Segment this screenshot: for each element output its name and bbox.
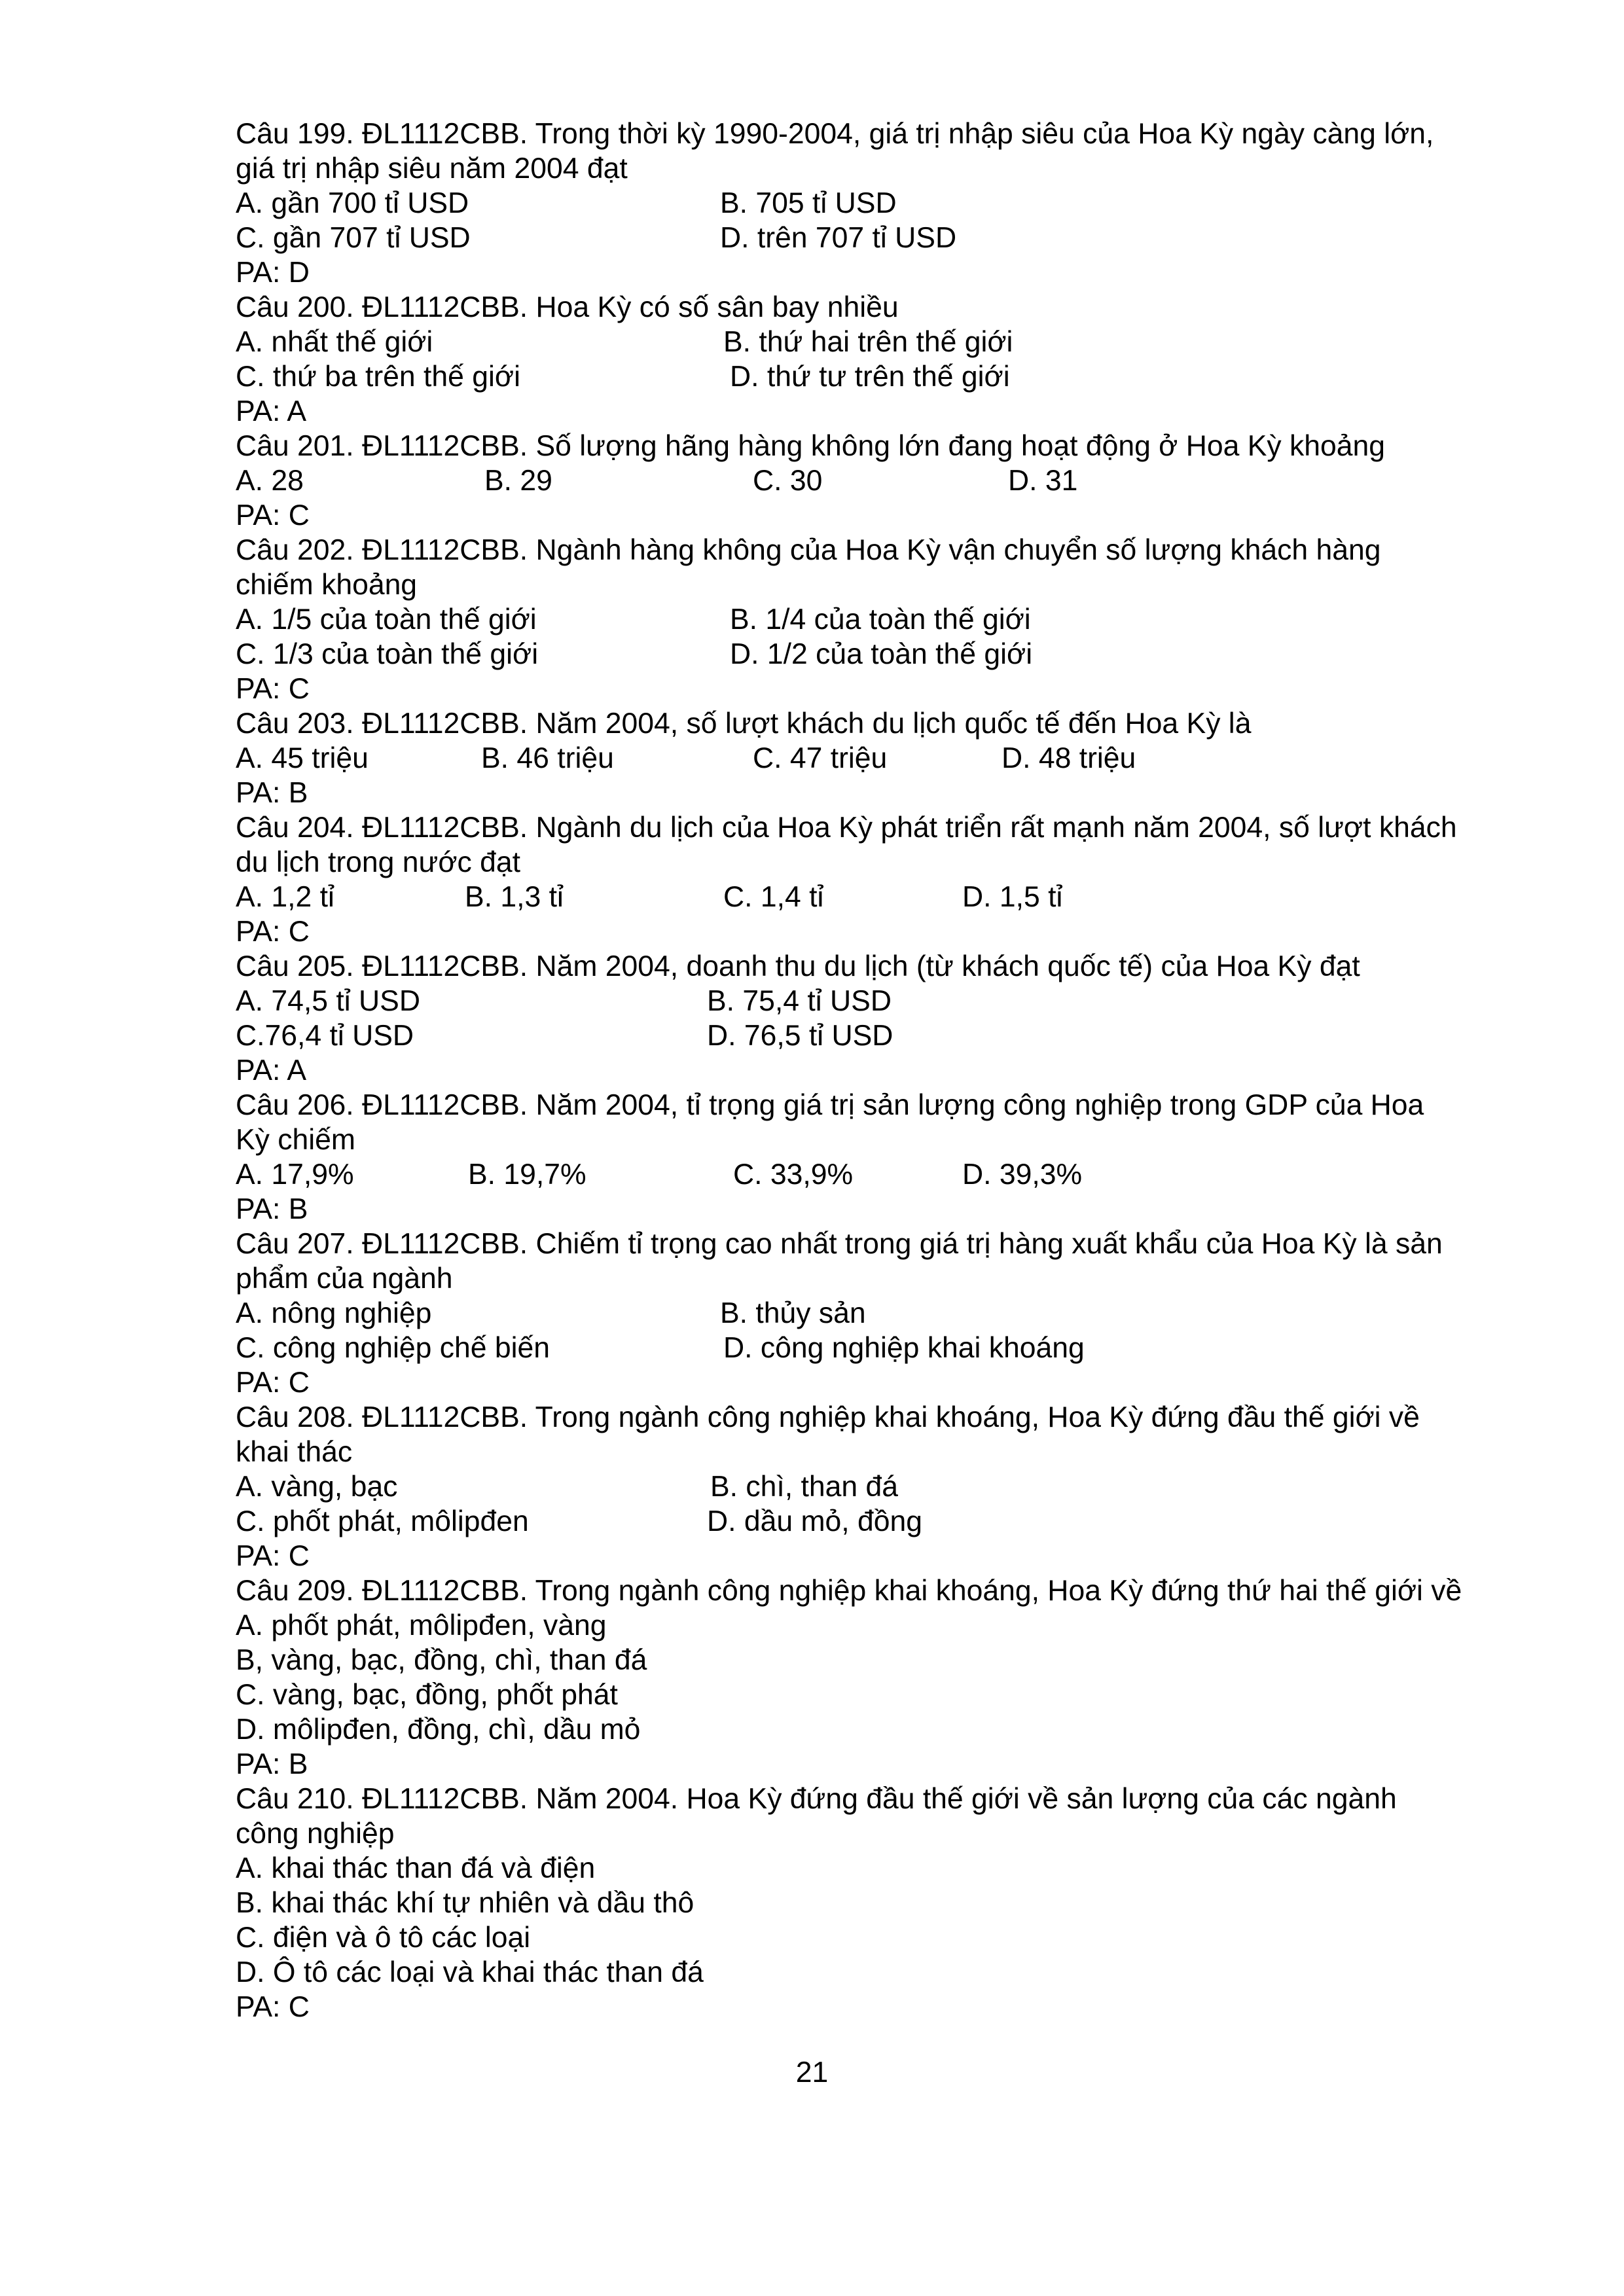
- answer-key: PA: C: [236, 499, 310, 531]
- option-row: [236, 1018, 1532, 1053]
- option-row: [236, 1469, 1532, 1504]
- question-block: [236, 1227, 1532, 1400]
- option-row: [236, 1157, 1532, 1192]
- answer-key: PA: C: [236, 1367, 310, 1399]
- question-text: Câu 203. ĐL1112CBB. Năm 2004, số lượt khách du lịch quốc tế đến Hoa Kỳ là: [236, 708, 1252, 740]
- question-block: [236, 810, 1532, 949]
- question-text: du lịch trong nước đạt: [236, 846, 520, 878]
- answer-key: PA: C: [236, 673, 310, 705]
- answer-option: D. 39,3%: [962, 1158, 1083, 1191]
- answer-option: C. 30: [753, 465, 823, 497]
- answer-option: C.76,4 tỉ USD: [236, 1020, 414, 1052]
- answer-option: A. nông nghiệp: [236, 1297, 432, 1329]
- answer-option: D. 48 triệu: [1001, 742, 1136, 774]
- answer-option: B. 46 triệu: [481, 742, 614, 774]
- answer-key: PA: B: [236, 777, 308, 809]
- question-text: phẩm của ngành: [236, 1263, 453, 1295]
- option-row: [236, 1677, 1532, 1712]
- question-block: [236, 429, 1532, 533]
- option-row: [236, 1296, 1532, 1331]
- question-text: Kỳ chiếm: [236, 1124, 355, 1156]
- answer-option: D. dầu mỏ, đồng: [707, 1505, 923, 1537]
- question-text: công nghiệp: [236, 1818, 395, 1850]
- answer-option: D. trên 707 tỉ USD: [720, 222, 957, 254]
- document-body: [236, 117, 1532, 2024]
- question-text: Câu 205. ĐL1112CBB. Năm 2004, doanh thu du lịch (từ khách quốc tế) của Hoa Kỳ đạt: [236, 950, 1360, 982]
- answer-option: B, vàng, bạc, đồng, chì, than đá: [236, 1644, 647, 1676]
- answer-key: PA: C: [236, 1991, 310, 2023]
- answer-option: B. khai thác khí tự nhiên và dầu thô: [236, 1887, 695, 1919]
- answer-option: B. 75,4 tỉ USD: [707, 985, 892, 1017]
- answer-option: B. thứ hai trên thế giới: [723, 326, 1013, 358]
- option-row: [236, 1504, 1532, 1539]
- question-text: Câu 209. ĐL1112CBB. Trong ngành công nghiệp khai khoáng, Hoa Kỳ đứng thứ hai thế giới về: [236, 1575, 1462, 1607]
- answer-key: PA: A: [236, 1054, 307, 1086]
- answer-option: B. 19,7%: [468, 1158, 586, 1191]
- question-block: [236, 1573, 1532, 1782]
- answer-option: A. 1/5 của toàn thế giới: [236, 603, 537, 636]
- option-row: [236, 359, 1532, 394]
- option-row: [236, 1712, 1532, 1747]
- answer-option: D. 31: [1008, 465, 1078, 497]
- page-number: 21: [795, 2056, 829, 2089]
- answer-option: A. 28: [236, 465, 304, 497]
- option-row: [236, 1920, 1532, 1955]
- question-text: Câu 210. ĐL1112CBB. Năm 2004. Hoa Kỳ đứng đầu thế giới về sản lượng của các ngành: [236, 1783, 1397, 1815]
- answer-option: A. khai thác than đá và điện: [236, 1852, 596, 1884]
- question-text: Câu 208. ĐL1112CBB. Trong ngành công nghiệp khai khoáng, Hoa Kỳ đứng đầu thế giới về: [236, 1401, 1420, 1433]
- answer-option: A. 1,2 tỉ: [236, 881, 334, 913]
- question-block: [236, 1088, 1532, 1227]
- answer-key: PA: A: [236, 395, 307, 427]
- option-row: [236, 984, 1532, 1018]
- question-text: Câu 206. ĐL1112CBB. Năm 2004, tỉ trọng giá trị sản lượng công nghiệp trong GDP của Hoa: [236, 1089, 1424, 1121]
- question-block: [236, 290, 1532, 429]
- option-row: [236, 186, 1532, 221]
- answer-option: A. vàng, bạc: [236, 1471, 398, 1503]
- question-block: [236, 117, 1532, 290]
- question-block: [236, 1400, 1532, 1573]
- answer-option: C. thứ ba trên thế giới: [236, 361, 520, 393]
- answer-option: D. môlipđen, đồng, chì, dầu mỏ: [236, 1713, 641, 1746]
- option-row: [236, 1851, 1532, 1886]
- option-row: [236, 1331, 1532, 1365]
- answer-option: C. phốt phát, môlipđen: [236, 1505, 529, 1537]
- question-block: [236, 1782, 1532, 2024]
- answer-option: B. 29: [484, 465, 552, 497]
- answer-option: A. nhất thế giới: [236, 326, 433, 358]
- option-row: [236, 221, 1532, 255]
- answer-option: B. 1,3 tỉ: [465, 881, 564, 913]
- question-text: Câu 199. ĐL1112CBB. Trong thời kỳ 1990-2004, giá trị nhập siêu của Hoa Kỳ ngày càng lớn,: [236, 118, 1434, 150]
- answer-key: PA: B: [236, 1193, 308, 1225]
- answer-option: C. 47 triệu: [753, 742, 888, 774]
- answer-option: C. 1,4 tỉ: [723, 881, 824, 913]
- option-row: [236, 880, 1532, 914]
- option-row: [236, 325, 1532, 359]
- answer-option: B. 1/4 của toàn thế giới: [730, 603, 1031, 636]
- question-text: Câu 202. ĐL1112CBB. Ngành hàng không của Hoa Kỳ vận chuyển số lượng khách hàng: [236, 534, 1381, 566]
- answer-option: C. 1/3 của toàn thế giới: [236, 638, 539, 670]
- option-row: [236, 741, 1532, 776]
- question-text: Câu 207. ĐL1112CBB. Chiếm tỉ trọng cao nhất trong giá trị hàng xuất khẩu của Hoa Kỳ là sản: [236, 1228, 1443, 1260]
- answer-option: D. 1,5 tỉ: [962, 881, 1063, 913]
- answer-option: D. 1/2 của toàn thế giới: [730, 638, 1033, 670]
- option-row: [236, 637, 1532, 672]
- answer-option: A. 74,5 tỉ USD: [236, 985, 420, 1017]
- option-row: [236, 602, 1532, 637]
- question-block: [236, 949, 1532, 1088]
- answer-key: PA: B: [236, 1748, 308, 1780]
- question-text: Câu 201. ĐL1112CBB. Số lượng hãng hàng không lớn đang hoạt động ở Hoa Kỳ khoảng: [236, 430, 1386, 462]
- answer-option: C. 33,9%: [733, 1158, 854, 1191]
- answer-option: B. thủy sản: [720, 1297, 866, 1329]
- answer-option: C. vàng, bạc, đồng, phốt phát: [236, 1679, 618, 1711]
- answer-option: A. phốt phát, môlipđen, vàng: [236, 1609, 607, 1641]
- answer-option: D. thứ tư trên thế giới: [730, 361, 1010, 393]
- answer-option: B. chì, than đá: [710, 1471, 898, 1503]
- question-block: [236, 533, 1532, 706]
- option-row: [236, 1643, 1532, 1677]
- question-text: Câu 204. ĐL1112CBB. Ngành du lịch của Hoa Kỳ phát triển rất mạnh năm 2004, số lượt khách: [236, 812, 1457, 844]
- answer-option: D. 76,5 tỉ USD: [707, 1020, 893, 1052]
- option-row: [236, 1955, 1532, 1990]
- answer-option: A. 17,9%: [236, 1158, 354, 1191]
- answer-option: A. 45 triệu: [236, 742, 369, 774]
- option-row: [236, 463, 1532, 498]
- question-text: khai thác: [236, 1436, 353, 1468]
- answer-key: PA: D: [236, 257, 310, 289]
- question-block: [236, 706, 1532, 810]
- answer-option: D. công nghiệp khai khoáng: [723, 1332, 1085, 1364]
- question-text: giá trị nhập siêu năm 2004 đạt: [236, 152, 628, 185]
- answer-key: PA: C: [236, 916, 310, 948]
- answer-option: D. Ô tô các loại và khai thác than đá: [236, 1956, 704, 1988]
- answer-option: C. công nghiệp chế biến: [236, 1332, 550, 1364]
- question-text: Câu 200. ĐL1112CBB. Hoa Kỳ có số sân bay nhiều: [236, 291, 899, 323]
- answer-key: PA: C: [236, 1540, 310, 1572]
- question-text: chiếm khoảng: [236, 569, 418, 601]
- answer-option: C. gần 707 tỉ USD: [236, 222, 471, 254]
- option-row: [236, 1886, 1532, 1920]
- answer-option: C. điện và ô tô các loại: [236, 1922, 531, 1954]
- answer-option: B. 705 tỉ USD: [720, 187, 897, 219]
- answer-option: A. gần 700 tỉ USD: [236, 187, 469, 219]
- option-row: [236, 1608, 1532, 1643]
